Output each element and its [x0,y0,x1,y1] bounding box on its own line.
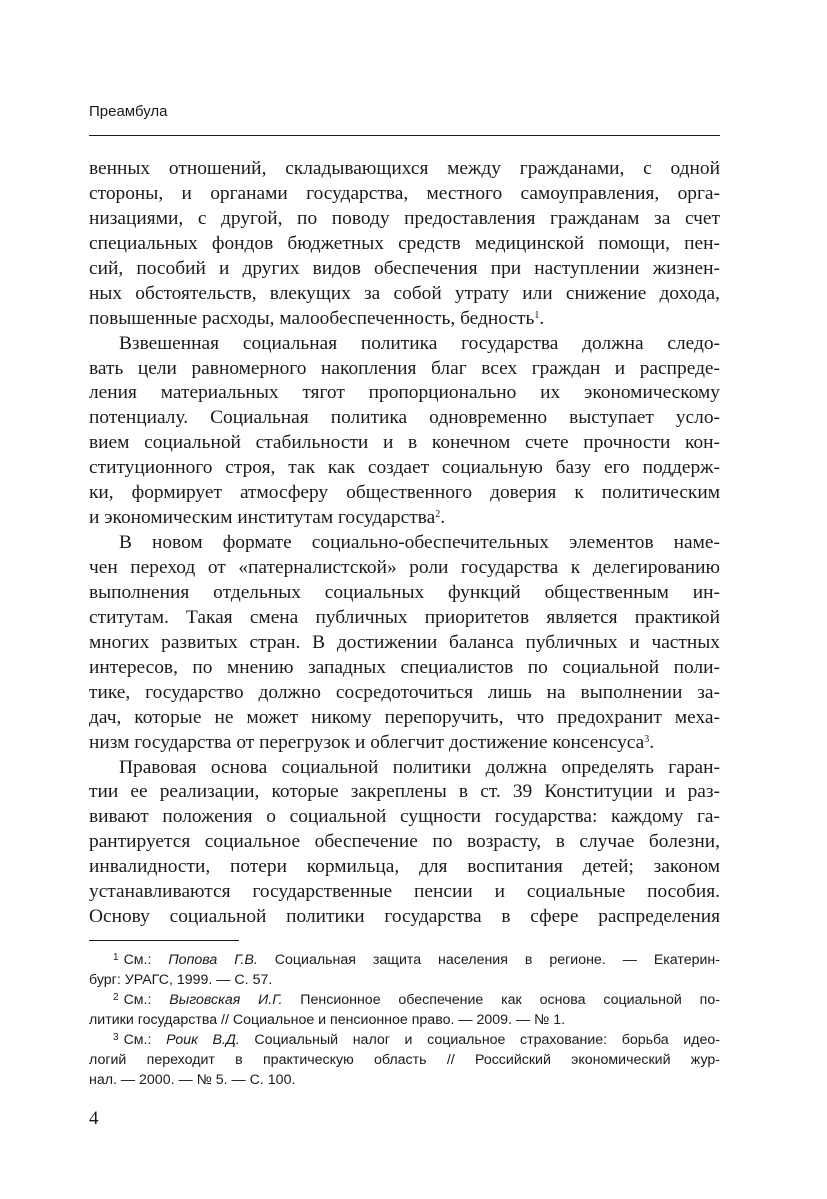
text-line: Правовая основа социальной политики должна определять гаран- [119,756,720,778]
footnote-mark: 1 [113,952,119,963]
text-line: ки, формирует атмосферу общественного доверия к политическим [89,482,720,504]
footnotes [89,950,720,1090]
text-line: стороны, и органами государства, местного самоуправления, орга- [89,182,720,204]
text-line: ления материальных тягот пропорционально их экономическому [89,382,720,404]
paragraph [89,531,720,755]
footnote [89,1030,720,1090]
text-line: вивают положения о социальной сущности государства: каждому га- [89,806,720,828]
text-line-last: низм государства от перегрузок и облегчит достижение консенсуса$^3$. [89,731,655,753]
footnote-line: бург: УРАГС, 1999. — С. 57. [89,972,273,988]
text-line-content: низм государства от перегрузок и облегчит достижение консенсуса [89,731,645,753]
footnote-ref[interactable]: 2 [435,509,441,521]
text-line: вать цели равномерного накопления благ всех граждан и распреде- [89,357,720,379]
text-line: инвалидности, потери кормильца, для воспитания детей; законом [89,856,720,878]
text-line: низациями, с другой, по поводу предоставления гражданам за счет [89,207,720,229]
text-line: интересов, по мнению западных специалистов по социальной поли- [89,656,720,678]
footnote-mark: 2 [113,992,119,1003]
text-line: выполнения отдельных социальных функций общественным ин- [89,581,720,603]
text-line: Основу социальной политики государства в сфере распределения [89,906,720,928]
paragraph [89,332,720,532]
text-line: многих развитых стран. В достижении баланса публичных и частных [89,631,720,653]
footnote-prefix: См.: [123,992,152,1008]
footnote-line [89,950,720,970]
text-line-last: и экономическим институтам государства$^2$. [89,507,446,529]
footnote-ref[interactable]: 1 [534,309,540,321]
text-line: ституционного строя, так как создает социальную базу его поддерж- [89,457,720,479]
text-line: потенциалу. Социальная политика одновременно выступает усло- [89,407,720,429]
footnote-prefix: См.: [123,952,152,968]
footnote-author: Роик В.Д. [166,1032,240,1048]
text-line: тике, государство должно сосредоточиться лишь на выполнении за- [89,681,720,703]
footnote [89,950,720,990]
text-line: дач, которые не может никому перепоручить, что предохранит меха- [89,706,720,728]
footnote-text: Социальная защита населения в регионе. — Екатерин- [274,952,720,968]
footnote-text: Социальный налог и социальное страхование: борьба идео- [254,1032,720,1048]
text-line: рантируется социальное обеспечение по возрасту, в случае болезни, [89,831,720,853]
footnote [89,990,720,1030]
main-text [89,157,720,930]
header-rule [89,135,720,136]
text-line-content: повышенные расходы, малообеспеченность, бедность [89,307,535,329]
footnote-author: Попова Г.В. [168,952,258,968]
running-header: Преамбула [89,103,168,120]
footnote-ref[interactable]: 3 [644,733,650,745]
text-line: тии ее реализации, которые закреплены в ст. 39 Конституции и раз- [89,781,720,803]
text-line: Взвешенная социальная политика государства должна следо- [119,332,720,354]
text-line: ститутам. Такая смена публичных приоритетов является практикой [89,606,720,628]
footnote-prefix: См.: [123,1032,152,1048]
footnote-author: Выговская И.Г. [169,992,283,1008]
text-line: В новом формате социально-обеспечительных элементов наме- [119,532,720,554]
text-line: сий, пособий и других видов обеспечения при наступлении жизнен- [89,257,720,279]
footnote-line: нал. — 2000. — № 5. — С. 100. [89,1072,296,1088]
footnote-text: Пенсионное обеспечение как основа социальной по- [300,992,720,1008]
text-line: чен переход от «патерналистской» роли государства к делегированию [89,557,720,578]
text-line: вием социальной стабильности и в конечном счете прочности кон- [89,432,720,454]
text-line: венных отношений, складывающихся между гражданами, с одной [89,158,720,179]
text-line-content: и экономическим институтам государства [89,507,436,529]
paragraph [89,157,720,332]
footnote-line: логий переходит в практическую область // Российский экономический жур- [89,1052,720,1068]
text-line: специальных фондов бюджетных средств медицинской помощи, пен- [89,232,720,254]
text-line: устанавливаются государственные пенсии и социальные пособия. [89,881,720,903]
footnote-mark: 3 [113,1032,119,1043]
paragraph [89,756,720,931]
footnote-rule [89,940,239,941]
footnote-line [89,1030,720,1050]
text-line: ных обстоятельств, влекущих за собой утрату или снижение дохода, [89,282,720,304]
footnote-line [89,990,720,1010]
page-number: 4 [89,1108,99,1129]
footnote-line: литики государства // Социальное и пенсионное право. — 2009. — № 1. [89,1012,566,1028]
text-line-last: повышенные расходы, малообеспеченность, бедность$^1$. [89,307,545,329]
